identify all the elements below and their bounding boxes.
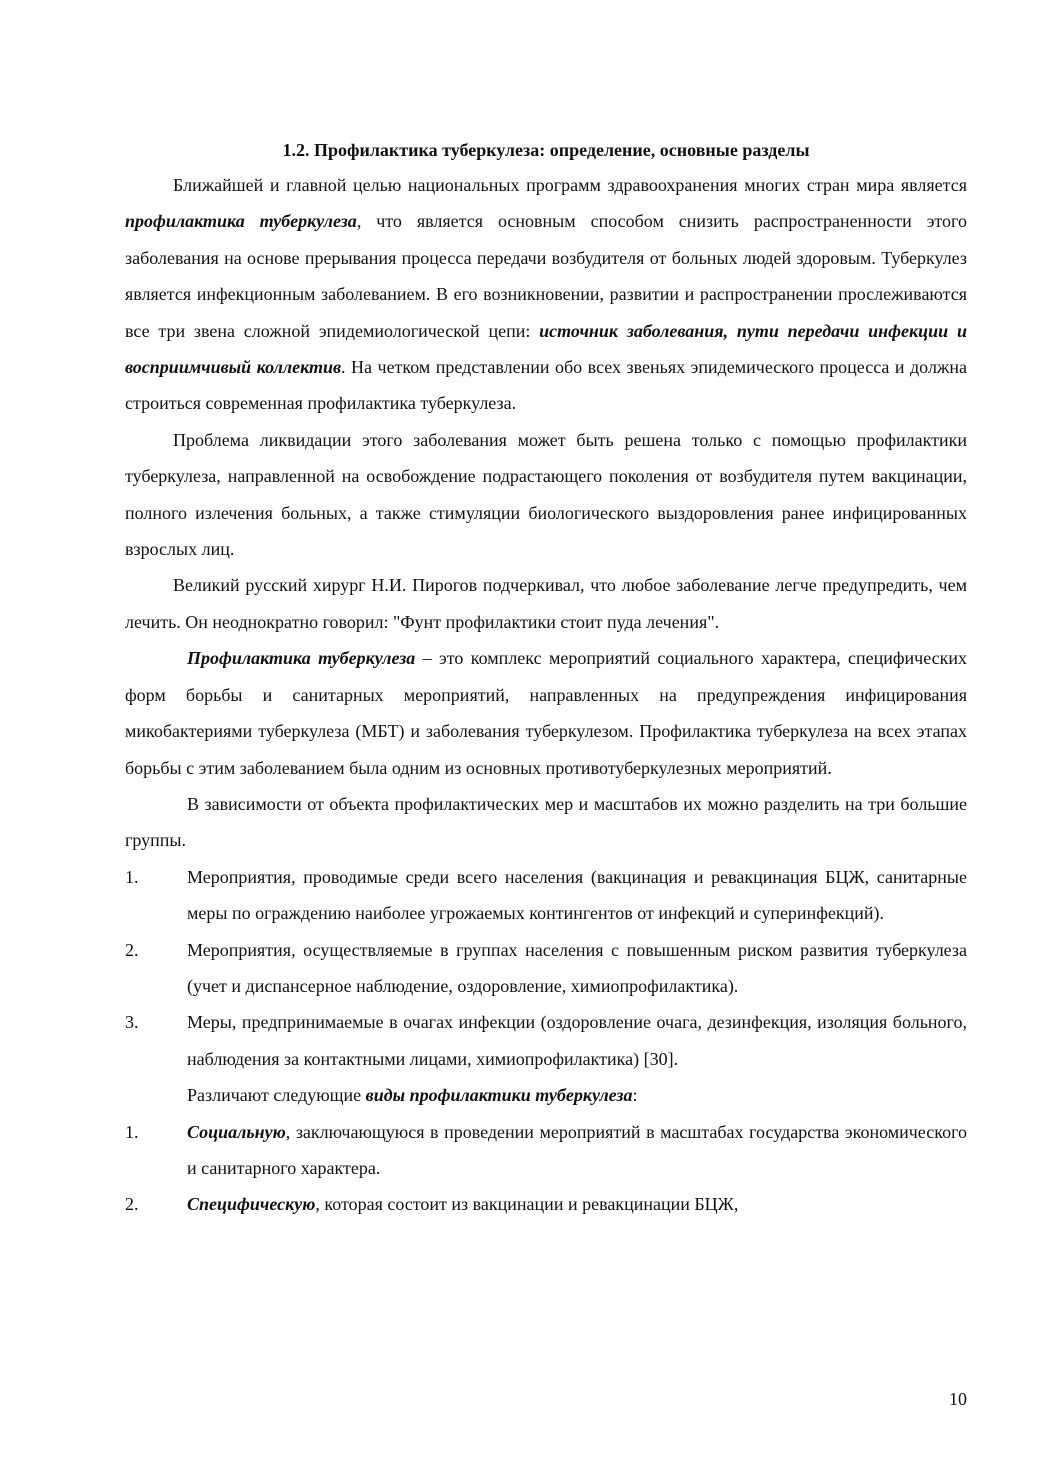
- paragraph-elimination: Проблема ликвидации этого заболевания может быть решена только с помощью профилактики туберкулеза, направленной на освобождение подрастающего поколения от возбудителя путем вакцинации, полного излечения больных, а также стимуляции биологического выздоровления ранее инфицированных взрослых лиц.: [125, 429, 967, 560]
- list-item-text: Мероприятия, осуществляемые в группах населения с повышенным риском развития туберкулеза (учет и диспансерное наблюдение, оздоровление, химиопрофилактика).: [187, 939, 967, 996]
- page-content: [125, 135, 967, 1223]
- paragraph-text: , что является основным способом снизить распространенности этого заболевания на основе прерывания процесса передачи возбудителя от больных людей здоровым. Туберкулез является инфекционным заболеванием. В его возникновении, развитии и распространении прослеживаются все три звена сложной эпидемиологической цепи:: [125, 211, 967, 341]
- paragraph-definition: [125, 640, 967, 786]
- paragraph-text: . На четком представлении обо всех звеньях эпидемического процесса и должна строиться современная профилактика туберкулеза.: [125, 357, 967, 414]
- list-item: [125, 932, 967, 1005]
- paragraph-text: – это комплекс мероприятий социального характера, специфических форм борьбы и санитарных мероприятий, направленных на предупреждения инфицирования микобактериями туберкулеза (МБТ) и заболевания туберкулезом. Профилактика туберкулеза на всех этапах борьбы с этим заболеванием была одним из основных противотуберкулезных мероприятий.: [125, 648, 967, 778]
- emphasis-tb-prevention: профилактика туберкулеза: [125, 211, 357, 232]
- emphasis-type-name: Специфическую: [187, 1194, 316, 1215]
- list-item: [125, 1186, 967, 1222]
- list-item: [125, 1004, 967, 1077]
- list-number: 2.: [125, 939, 139, 960]
- list-number: 3.: [125, 1012, 139, 1033]
- paragraph-text: :: [632, 1085, 638, 1106]
- groups-list: [125, 859, 967, 1077]
- list-number: 2.: [125, 1194, 139, 1215]
- emphasis-type-name: Социальную: [187, 1121, 286, 1142]
- list-item-text: Меры, предпринимаемые в очагах инфекции (оздоровление очага, дезинфекция, изоляция больного, наблюдения за контактными лицами, химиопрофилактика) [30].: [187, 1012, 967, 1069]
- list-number: 1.: [125, 1121, 139, 1142]
- page-number: 10: [949, 1389, 967, 1409]
- paragraph-national-programs: [125, 167, 967, 422]
- paragraph-groups-intro: В зависимости от объекта профилактических мер и масштабов их можно разделить на три большие группы.: [125, 793, 967, 851]
- paragraph-text: Различают следующие: [187, 1085, 366, 1106]
- paragraph-pirogov: Великий русский хирург Н.И. Пирогов подчеркивал, что любое заболевание легче предупредить, чем лечить. Он неоднократно говорил: "Фунт профилактики стоит пуда лечения".: [125, 575, 967, 632]
- list-item: [125, 859, 967, 932]
- section-heading: 1.2. Профилактика туберкулеза: определение, основные разделы: [282, 140, 810, 160]
- types-list: [125, 1114, 967, 1223]
- emphasis-epidemic-chain: источник заболевания, пути передачи инфекции и восприимчивый коллектив: [125, 320, 967, 378]
- list-item: [125, 1114, 967, 1187]
- paragraph-text: Ближайшей и главной целью национальных программ здравоохранения многих стран мира является: [173, 175, 967, 195]
- emphasis-prevention-types: виды профилактики туберкулеза: [365, 1085, 633, 1106]
- emphasis-definition-term: Профилактика туберкулеза: [187, 648, 416, 669]
- list-item-text: , заключающуюся в проведении мероприятий в масштабах государства экономического и санитарного характера.: [187, 1121, 967, 1178]
- list-item-text: Мероприятия, проводимые среди всего населения (вакцинация и ревакцинация БЦЖ, санитарные меры по ограждению наиболее угрожаемых контингентов от инфекций и суперинфекций).: [187, 866, 967, 924]
- paragraph-types-intro: [125, 1077, 967, 1113]
- list-item-text: , которая состоит из вакцинации и ревакцинации БЦЖ,: [315, 1194, 739, 1215]
- list-number: 1.: [125, 866, 139, 887]
